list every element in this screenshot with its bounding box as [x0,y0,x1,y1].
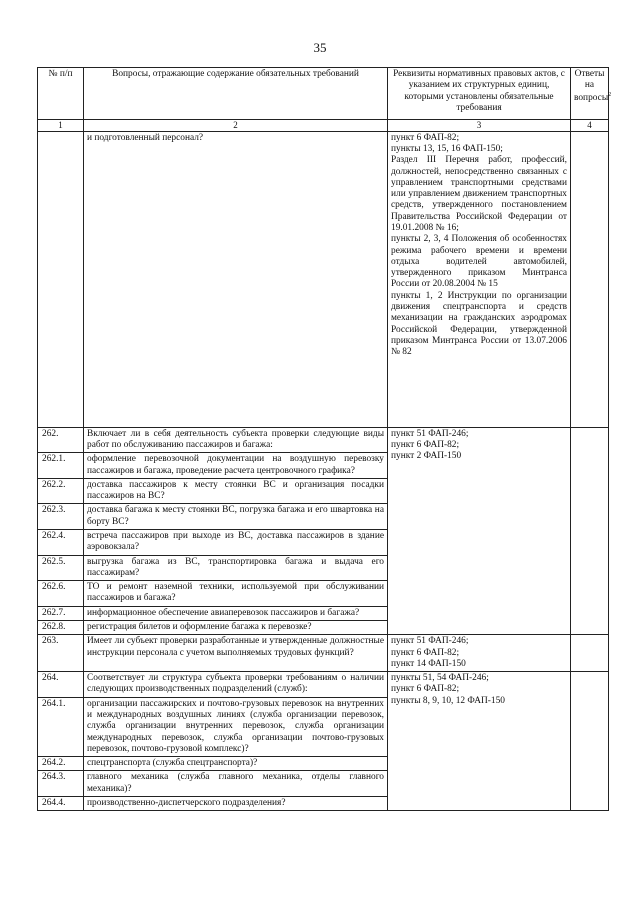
row-number: 262.3. [38,504,84,530]
question-text: доставка багажа к месту стоянки ВС, погрузка багажа и его швартовка на борту ВС? [84,504,388,530]
answer-cell [571,427,609,635]
page-number: 35 [313,40,327,55]
question-text: производственно-диспетчерского подразделения? [84,796,388,810]
requisite-line: пункты 8, 9, 10, 12 ФАП-150 [391,695,505,706]
row-number: 263. [38,635,84,672]
header-num: № п/п [38,68,84,120]
requisite-line: пункт 51 ФАП-246; [391,636,469,647]
row-number: 264.1. [38,697,84,756]
column-index: 1 [38,120,84,132]
requisite-line: пункт 6 ФАП-82; [391,132,460,143]
requisite-line: пункты 51, 54 ФАП-246; [391,673,489,684]
table-row [38,131,609,427]
requisite-line: пункты 2, 3, 4 Положения об особенностях режима рабочего времени и времени отдыха водителей автомобилей, утвержденного приказом Минтранса России от 20.08.2004 № 15 [391,234,567,290]
question-text: доставка пассажиров к месту стоянки ВС и организация посадки пассажиров на ВС? [84,478,388,504]
row-number: 262. [38,427,84,453]
requisite-line: пункт 51 ФАП-246; [391,428,469,439]
row-number: 262.2. [38,478,84,504]
requisites-cell [388,672,571,811]
requisite-line: пункты 1, 2 Инструкции по организации движения спецтранспорта и средств механизации на гражданских аэродромах Российской Федерации, утвержденной приказом Минтранса России от 13.07.2006 № 82 [391,290,567,358]
column-index-row [38,120,609,132]
question-text: встреча пассажиров при выходе из ВС, доставка пассажиров в здание аэровокзала? [84,530,388,556]
requisite-line: пункт 2 ФАП-150 [391,451,462,462]
row-number: 264.2. [38,757,84,771]
requisites-cell [388,131,571,427]
question-text: главного механика (служба главного механика, отделы главного механика)? [84,771,388,797]
question-text: спецтранспорта (служба спецтранспорта)? [84,757,388,771]
question-text: ТО и ремонт наземной техники, используемой при обслуживании пассажиров и багажа? [84,581,388,607]
header-requisites: Реквизиты нормативных правовых актов, с указанием их структурных единиц, которыми установлены обязательные требования [388,68,571,120]
question-text: Имеет ли субъект проверки разработанные и утвержденные должностные инструкции персонала с учетом выполняемых трудовых функций? [84,635,388,672]
question-text: Включает ли в себя деятельность субъекта проверки следующие виды работ по обслуживанию пассажиров и багажа: [84,427,388,453]
row-number: 262.8. [38,621,84,635]
requisite-line: пункты 13, 15, 16 ФАП-150; [391,144,503,155]
question-text: Соответствует ли структура субъекта проверки требованиям о наличии следующих производственных подразделений (служб): [84,672,388,698]
header-answers: Ответы на вопросы$^2$ [571,68,609,120]
question-text: регистрация билетов и оформление багажа к перевозке? [84,621,388,635]
question-text: организации пассажирских и почтово-грузовых перевозок на внутренних и международных воздушных линиях (служба организации перевозок, служба организации внутренних перевозок, служба организации международных перевозок, служба организации почтово-грузовых перевозок, почтово-грузовой комплекс)? [84,697,388,756]
requisite-line: Раздел III Перечня работ, профессий, должностей, непосредственно связанных с управлением транспортными средствами или управлением движением транспортных средств, утвержденного постановлением Правительства Российской Федерации от 19.01.2008 № 16; [391,155,567,234]
requisites-cell [388,635,571,672]
row-number [38,131,84,427]
answer-cell [571,672,609,811]
header-question: Вопросы, отражающие содержание обязательных требований [84,68,388,120]
row-number: 262.5. [38,555,84,581]
column-index: 2 [84,120,388,132]
table-row [38,672,609,698]
row-number: 262.6. [38,581,84,607]
table-row [38,427,609,453]
question-text: и подготовленный персонал? [84,131,388,427]
column-index: 4 [571,120,609,132]
table-row [38,635,609,672]
row-number: 264.3. [38,771,84,797]
requisite-line: пункт 6 ФАП-82; [391,684,460,695]
requisite-line: пункт 14 ФАП-150 [391,658,466,669]
requisite-line: пункт 6 ФАП-82; [391,440,460,451]
table-header-row [38,68,609,120]
row-number: 264. [38,672,84,698]
question-text: оформление перевозочной документации на воздушную перевозку пассажиров и багажа, проведение расчета центровочного графика? [84,453,388,479]
answer-cell [571,635,609,672]
question-text: выгрузка багажа из ВС, транспортировка багажа и выдача его пассажирам? [84,555,388,581]
requirements-table [37,67,612,811]
requisite-line: пункт 6 ФАП-82; [391,647,460,658]
row-number: 262.4. [38,530,84,556]
row-number: 262.1. [38,453,84,479]
row-number: 264.4. [38,796,84,810]
column-index: 3 [388,120,571,132]
requisites-cell [388,427,571,635]
answer-cell [571,131,609,427]
question-text: информационное обеспечение авиаперевозок пассажиров и багажа? [84,606,388,620]
row-number: 262.7. [38,606,84,620]
